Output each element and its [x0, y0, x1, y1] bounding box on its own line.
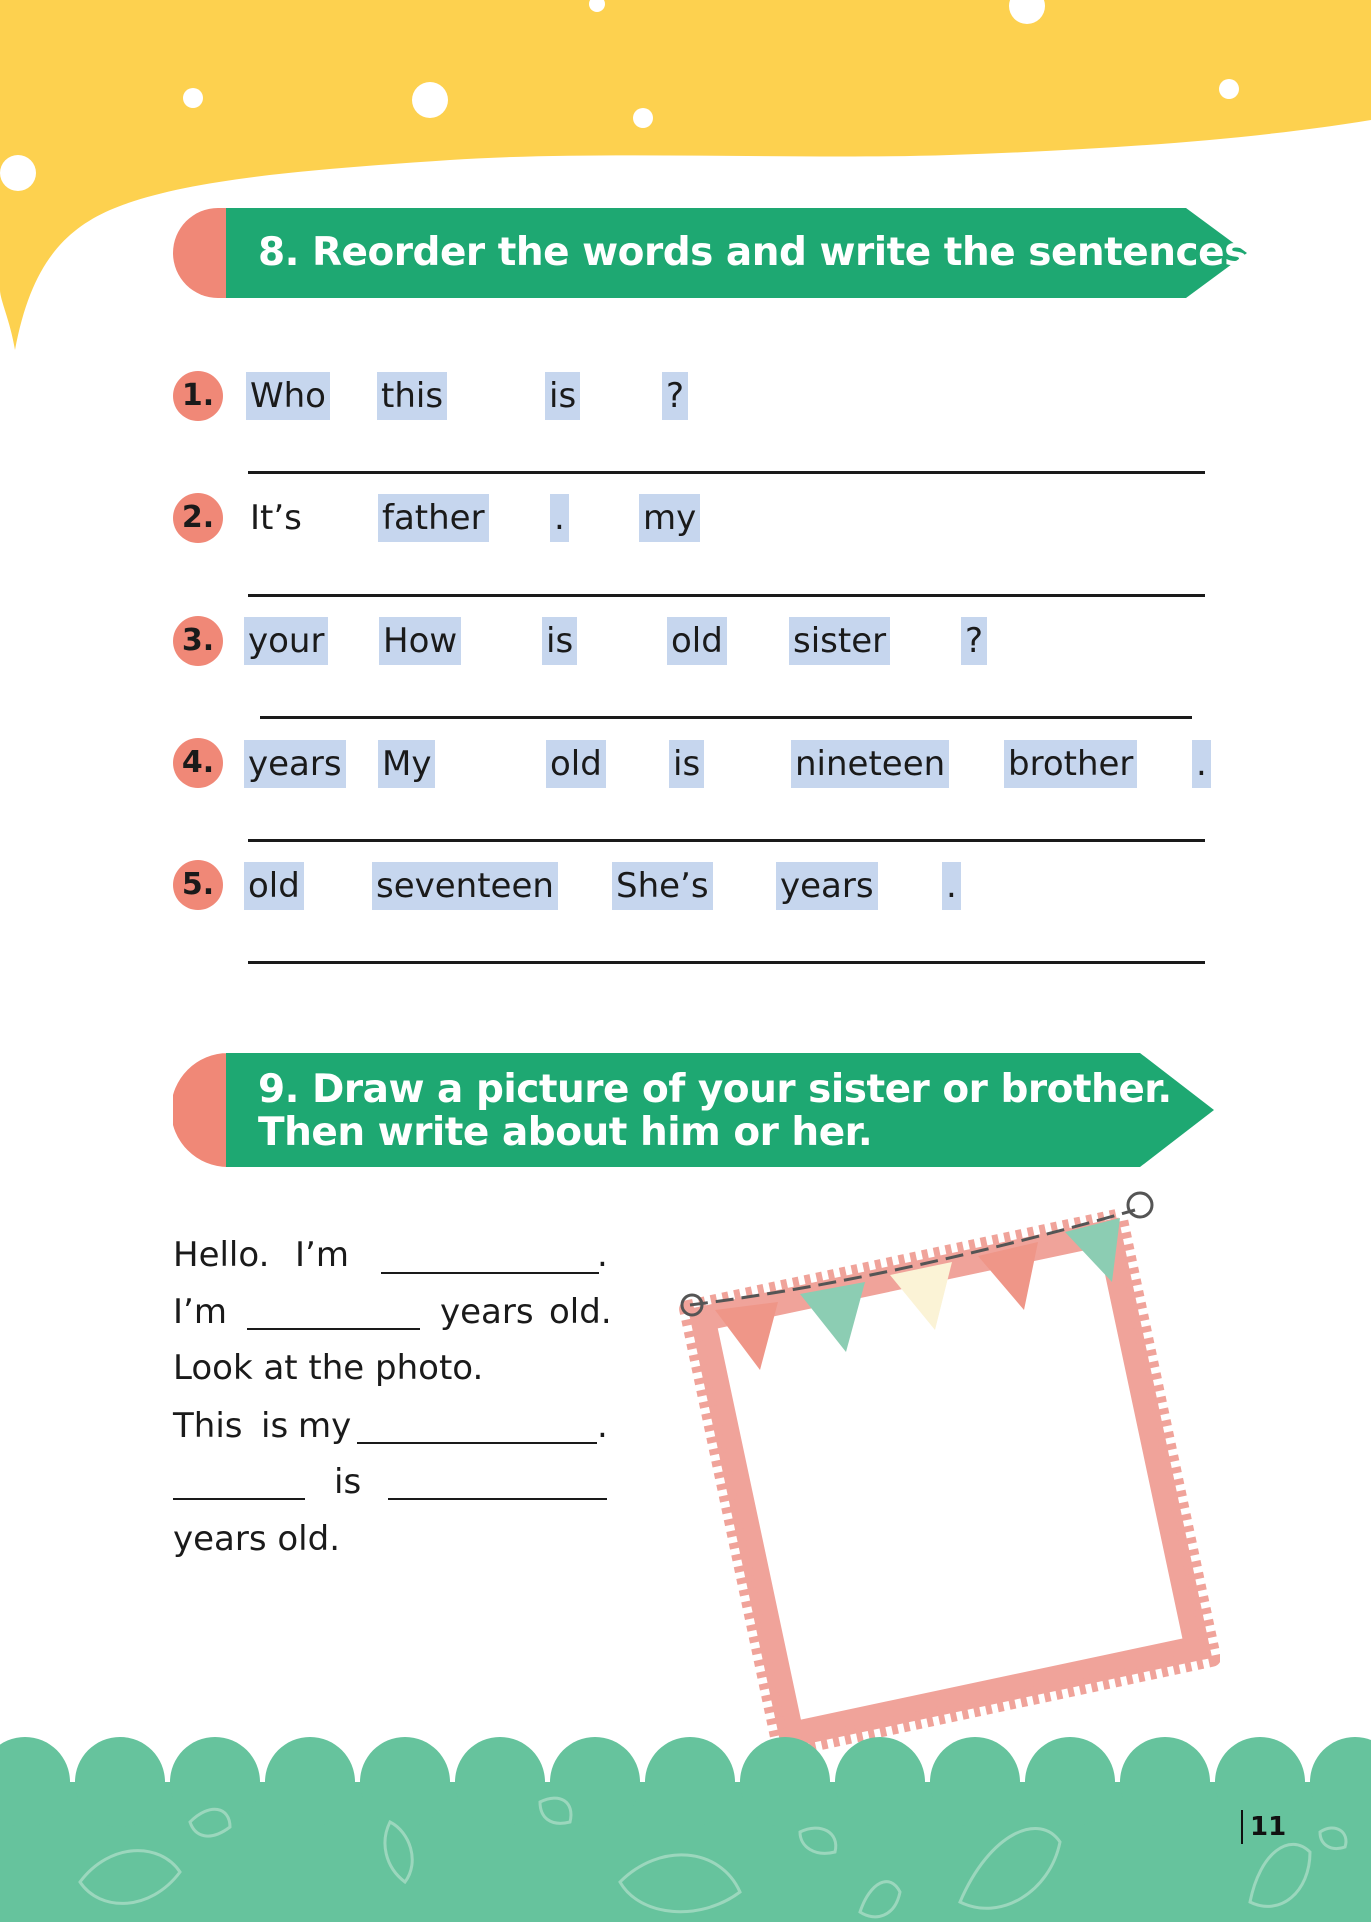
- text-hello: Hello.: [173, 1235, 270, 1275]
- word-tile[interactable]: She’s: [612, 862, 713, 910]
- question-number-5: 5.: [173, 860, 223, 910]
- question-number-3: 3.: [173, 616, 223, 666]
- frame-inner: [718, 1247, 1183, 1719]
- dot: [183, 88, 203, 108]
- exercise9-title-line2: Then write about him or her.: [258, 1110, 873, 1155]
- question-number-2: 2.: [173, 493, 223, 543]
- text-my: my: [298, 1406, 352, 1446]
- word-tile[interactable]: brother: [1004, 740, 1137, 788]
- text-im: I’m: [295, 1235, 349, 1275]
- text-look-at-photo: Look at the photo.: [173, 1348, 484, 1388]
- word-tile[interactable]: My: [378, 740, 435, 788]
- answer-line-4[interactable]: [248, 839, 1205, 842]
- word-tile[interactable]: is: [545, 372, 580, 420]
- blank-sibling-name[interactable]: [173, 1498, 305, 1500]
- word-tile[interactable]: nineteen: [791, 740, 949, 788]
- word-tile[interactable]: .: [550, 494, 569, 542]
- word-tile[interactable]: .: [942, 862, 961, 910]
- page-number: 11: [1250, 1812, 1287, 1842]
- word-tile[interactable]: old: [244, 862, 304, 910]
- text-is: is: [261, 1406, 289, 1446]
- word-tile[interactable]: my: [639, 494, 700, 542]
- text-this: This: [173, 1406, 243, 1446]
- blank-age[interactable]: [247, 1328, 420, 1330]
- blank-relation[interactable]: [357, 1442, 597, 1444]
- text-period: .: [597, 1235, 608, 1275]
- word-tile[interactable]: your: [244, 617, 328, 665]
- exercise9-title-line1: 9. Draw a picture of your sister or brother.: [258, 1067, 1172, 1112]
- question-number-4: 4.: [173, 738, 223, 788]
- word-tile[interactable]: .: [1192, 740, 1211, 788]
- word-tile[interactable]: father: [378, 494, 489, 542]
- word-tile[interactable]: ?: [961, 617, 987, 665]
- word-tile[interactable]: seventeen: [372, 862, 558, 910]
- question-number-1: 1.: [173, 371, 223, 421]
- exercise8-title: 8. Reorder the words and write the sentences.: [258, 230, 1262, 275]
- text-is: is: [334, 1462, 362, 1502]
- word-tile[interactable]: is: [542, 617, 577, 665]
- word-tile[interactable]: old: [667, 617, 727, 665]
- header-decoration: [0, 0, 1371, 360]
- word-tile[interactable]: How: [379, 617, 461, 665]
- word-tile[interactable]: years: [244, 740, 346, 788]
- word-tile[interactable]: is: [669, 740, 704, 788]
- footer-decoration: [0, 1732, 1371, 1922]
- word-tile[interactable]: sister: [789, 617, 890, 665]
- dot: [633, 108, 653, 128]
- text-years: years: [440, 1292, 534, 1332]
- word-tile[interactable]: ?: [662, 372, 688, 420]
- dot: [1219, 79, 1239, 99]
- text-old: old.: [549, 1292, 612, 1332]
- word-tile[interactable]: old: [546, 740, 606, 788]
- blank-sibling-age[interactable]: [388, 1498, 607, 1500]
- dot: [0, 155, 36, 191]
- dot: [412, 82, 448, 118]
- answer-line-1[interactable]: [248, 471, 1205, 474]
- word-tile[interactable]: Who: [246, 372, 330, 420]
- photo-frame[interactable]: [660, 1170, 1220, 1750]
- text-im: I’m: [173, 1292, 227, 1332]
- bow-right: [1128, 1193, 1152, 1217]
- answer-line-3[interactable]: [260, 716, 1192, 719]
- word-tile[interactable]: this: [377, 372, 447, 420]
- text-years-old: years old.: [173, 1519, 341, 1559]
- blank-name[interactable]: [381, 1272, 599, 1274]
- answer-line-2[interactable]: [248, 594, 1205, 597]
- word-tile[interactable]: years: [776, 862, 878, 910]
- text-period: .: [597, 1406, 608, 1446]
- word-tile[interactable]: It’s: [250, 498, 302, 538]
- answer-line-5[interactable]: [248, 961, 1205, 964]
